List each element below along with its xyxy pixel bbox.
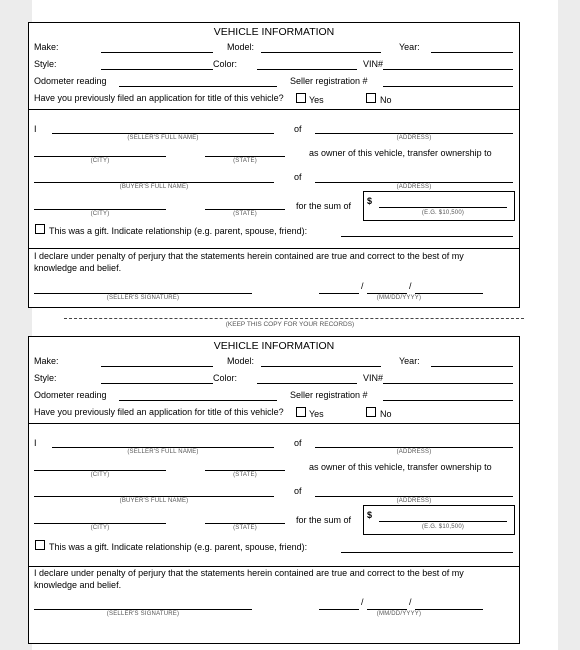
seller-name-field[interactable] [52, 447, 274, 448]
declaration-line-1: I declare under penalty of perjury that the statements herein contained are true and correct to the best of my [34, 251, 464, 261]
declaration-line-2: knowledge and belief. [34, 580, 122, 590]
transfer-text: as owner of this vehicle, transfer ownership to [309, 462, 492, 472]
sum-box[interactable] [363, 191, 515, 221]
date-month-field[interactable] [319, 293, 359, 294]
bill-of-sale-form-1 [28, 22, 520, 308]
seller-name-field[interactable] [52, 133, 274, 134]
style-label: Style: [34, 59, 57, 69]
dollar-sign: $ [367, 196, 373, 206]
gift-relationship-field[interactable] [341, 236, 513, 237]
of-label: of [294, 438, 302, 448]
seller-signature-caption: (SELLER'S SIGNATURE) [106, 611, 180, 617]
seller-state-caption: (STATE) [233, 158, 257, 164]
sum-label: for the sum of [296, 201, 352, 211]
make-label: Make: [34, 356, 59, 366]
sum-field[interactable] [379, 207, 507, 208]
sum-example-caption: (E.G. $10,500) [421, 210, 465, 216]
color-label: Color: [213, 59, 238, 69]
of-label-2: of [294, 172, 302, 182]
date-slash-2: / [409, 281, 412, 291]
buyer-name-field[interactable] [34, 182, 274, 183]
seller-signature-field[interactable] [34, 609, 252, 610]
dollar-sign: $ [367, 510, 373, 520]
previous-application-question: Have you previously filed an application for title of this vehicle? [34, 407, 284, 417]
color-field[interactable] [257, 383, 357, 384]
seller-name-caption: (SELLER'S FULL NAME) [127, 135, 199, 141]
yes-checkbox[interactable] [296, 93, 306, 103]
date-year-field[interactable] [415, 609, 483, 610]
buyer-address-caption: (ADDRESS) [396, 184, 432, 190]
year-label: Year: [399, 42, 420, 52]
date-slash-2: / [409, 597, 412, 607]
gift-text: This was a gift. Indicate relationship (e.g. parent, spouse, friend): [49, 542, 308, 552]
seller-name-caption: (SELLER'S FULL NAME) [127, 449, 199, 455]
yes-checkbox[interactable] [296, 407, 306, 417]
no-label: No [380, 95, 392, 105]
sum-label: for the sum of [296, 515, 352, 525]
date-month-field[interactable] [319, 609, 359, 610]
seller-address-field[interactable] [315, 133, 513, 134]
sum-field[interactable] [379, 521, 507, 522]
model-label: Model: [227, 42, 255, 52]
buyer-address-caption: (ADDRESS) [396, 498, 432, 504]
color-label: Color: [213, 373, 238, 383]
section-divider-2 [29, 566, 519, 567]
sum-box[interactable] [363, 505, 515, 535]
bill-of-sale-form-2 [28, 336, 520, 644]
no-label: No [380, 409, 392, 419]
odometer-field[interactable] [119, 400, 277, 401]
no-checkbox[interactable] [366, 407, 376, 417]
buyer-name-caption: (BUYER'S FULL NAME) [119, 184, 189, 190]
color-field[interactable] [257, 69, 357, 70]
vin-label: VIN# [363, 373, 384, 383]
year-field[interactable] [431, 366, 513, 367]
section-divider [29, 109, 519, 110]
model-label: Model: [227, 356, 255, 366]
gift-checkbox[interactable] [35, 540, 45, 550]
keep-copy-note: (KEEP THIS COPY FOR YOUR RECORDS) [225, 321, 355, 328]
seller-state-caption: (STATE) [233, 472, 257, 478]
seller-registration-label: Seller registration # [290, 76, 368, 86]
of-label: of [294, 124, 302, 134]
style-field[interactable] [101, 69, 213, 70]
seller-address-caption: (ADDRESS) [396, 449, 432, 455]
gift-relationship-field[interactable] [341, 552, 513, 553]
buyer-city-caption: (CITY) [90, 211, 110, 217]
make-field[interactable] [101, 366, 213, 367]
form-title: VEHICLE INFORMATION [213, 340, 335, 352]
seller-signature-caption: (SELLER'S SIGNATURE) [106, 295, 180, 301]
seller-city-field[interactable] [34, 470, 166, 471]
no-checkbox[interactable] [366, 93, 376, 103]
vin-label: VIN# [363, 59, 384, 69]
buyer-city-field[interactable] [34, 523, 166, 524]
date-year-field[interactable] [415, 293, 483, 294]
date-caption: (MM/DD/YYYY) [376, 611, 422, 617]
vin-field[interactable] [383, 69, 513, 70]
declaration-line-2: knowledge and belief. [34, 263, 122, 273]
buyer-state-field[interactable] [205, 209, 285, 210]
buyer-state-caption: (STATE) [233, 211, 257, 217]
seller-city-field[interactable] [34, 156, 166, 157]
seller-signature-field[interactable] [34, 293, 252, 294]
form-title: VEHICLE INFORMATION [213, 26, 335, 38]
date-slash-1: / [361, 281, 364, 291]
seller-city-caption: (CITY) [90, 472, 110, 478]
model-field[interactable] [261, 366, 381, 367]
seller-city-caption: (CITY) [90, 158, 110, 164]
style-field[interactable] [101, 383, 213, 384]
section-divider [29, 423, 519, 424]
seller-registration-label: Seller registration # [290, 390, 368, 400]
seller-registration-field[interactable] [383, 400, 513, 401]
previous-application-question: Have you previously filed an application for title of this vehicle? [34, 93, 284, 103]
gift-checkbox[interactable] [35, 224, 45, 234]
buyer-name-field[interactable] [34, 496, 274, 497]
date-slash-1: / [361, 597, 364, 607]
cut-line [64, 318, 524, 319]
style-label: Style: [34, 373, 57, 383]
seller-state-field[interactable] [205, 470, 285, 471]
model-field[interactable] [261, 52, 381, 53]
buyer-state-field[interactable] [205, 523, 285, 524]
seller-address-field[interactable] [315, 447, 513, 448]
odometer-field[interactable] [119, 86, 277, 87]
gift-text: This was a gift. Indicate relationship (e.g. parent, spouse, friend): [49, 226, 308, 236]
seller-state-field[interactable] [205, 156, 285, 157]
year-field[interactable] [431, 52, 513, 53]
seller-registration-field[interactable] [383, 86, 513, 87]
declaration-line-1: I declare under penalty of perjury that the statements herein contained are true and correct to the best of my [34, 568, 464, 578]
buyer-city-field[interactable] [34, 209, 166, 210]
buyer-address-field[interactable] [315, 182, 513, 183]
vin-field[interactable] [383, 383, 513, 384]
i-label: I [34, 438, 37, 448]
seller-address-caption: (ADDRESS) [396, 135, 432, 141]
yes-label: Yes [309, 95, 324, 105]
date-day-field[interactable] [367, 609, 407, 610]
make-label: Make: [34, 42, 59, 52]
date-day-field[interactable] [367, 293, 407, 294]
transfer-text: as owner of this vehicle, transfer ownership to [309, 148, 492, 158]
make-field[interactable] [101, 52, 213, 53]
date-caption: (MM/DD/YYYY) [376, 295, 422, 301]
buyer-city-caption: (CITY) [90, 525, 110, 531]
buyer-state-caption: (STATE) [233, 525, 257, 531]
of-label-2: of [294, 486, 302, 496]
section-divider-2 [29, 248, 519, 249]
i-label: I [34, 124, 37, 134]
year-label: Year: [399, 356, 420, 366]
buyer-name-caption: (BUYER'S FULL NAME) [119, 498, 189, 504]
sum-example-caption: (E.G. $10,500) [421, 524, 465, 530]
odometer-label: Odometer reading [34, 390, 107, 400]
buyer-address-field[interactable] [315, 496, 513, 497]
odometer-label: Odometer reading [34, 76, 107, 86]
yes-label: Yes [309, 409, 324, 419]
